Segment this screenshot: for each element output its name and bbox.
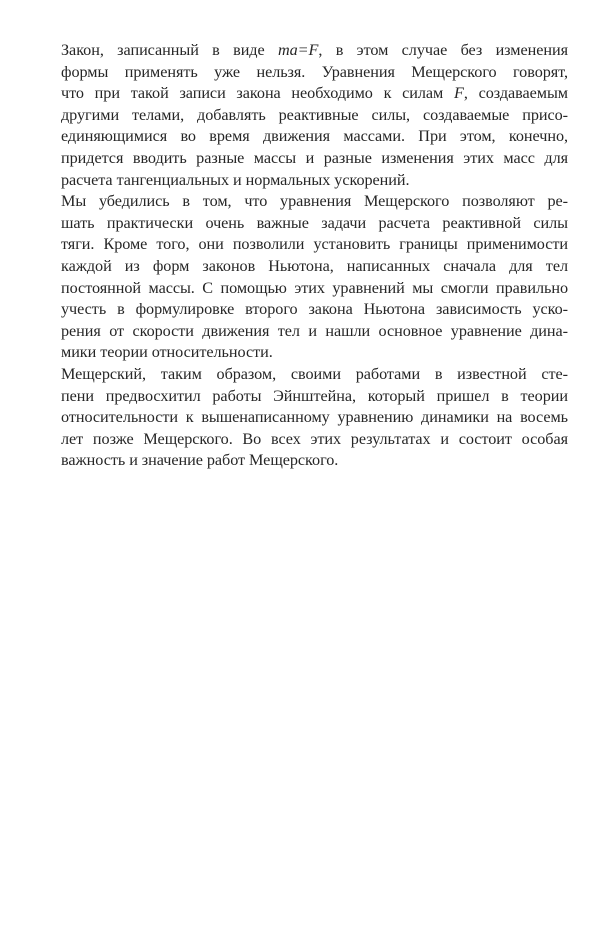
paragraph-1 bbox=[61, 40, 568, 191]
paragraph-3 bbox=[61, 364, 568, 472]
text-line: формы применять уже нельзя. Уравнения Мещерского говорят, bbox=[61, 62, 568, 81]
text-line: шать практически очень важные задачи расчета реактивной силы bbox=[61, 213, 568, 232]
text-line: мики теории относительности. bbox=[61, 343, 273, 362]
text-line: относительности к вышенаписанному уравнению динамики на восемь bbox=[61, 408, 568, 427]
text-line: рения от скорости движения тел и нашли основное уравнение дина- bbox=[61, 321, 568, 340]
text-line: расчета тангенциальных и нормальных ускорений. bbox=[61, 170, 410, 189]
text-line: что при такой записи закона необходимо к силам F, создаваемым bbox=[61, 84, 568, 103]
text-line: тяги. Кроме того, они позволили установить границы применимости bbox=[61, 235, 568, 254]
text-line: учесть в формулировке второго закона Ньютона зависимость уско- bbox=[61, 300, 568, 319]
text-line: пени предвосхитил работы Эйнштейна, который пришел в теории bbox=[61, 386, 568, 405]
text-line: лет позже Мещерского. Во всех этих результатах и состоит особая bbox=[61, 429, 568, 448]
text-line: Мы убедились в том, что уравнения Мещерского позволяют ре- bbox=[61, 192, 568, 211]
text-line: Мещерский, таким образом, своими работами в известной сте- bbox=[61, 364, 568, 383]
text-line: единяющимися во время движения массами. При этом, конечно, bbox=[61, 127, 568, 146]
text-line: каждой из форм законов Ньютона, написанных сначала для тел bbox=[61, 256, 568, 275]
text-line: постоянной массы. С помощью этих уравнений мы смогли правильно bbox=[61, 278, 568, 297]
paragraph-2 bbox=[61, 191, 568, 364]
text-line: придется вводить разные массы и разные изменения этих масс для bbox=[61, 148, 568, 167]
text-line: Закон, записанный в виде ma=F, в этом случае без изменения bbox=[61, 41, 568, 59]
page-text bbox=[61, 40, 568, 472]
text-line: важность и значение работ Мещерского. bbox=[61, 451, 339, 470]
text-line: другими телами, добавлять реактивные силы, создаваемые присо- bbox=[61, 105, 568, 124]
